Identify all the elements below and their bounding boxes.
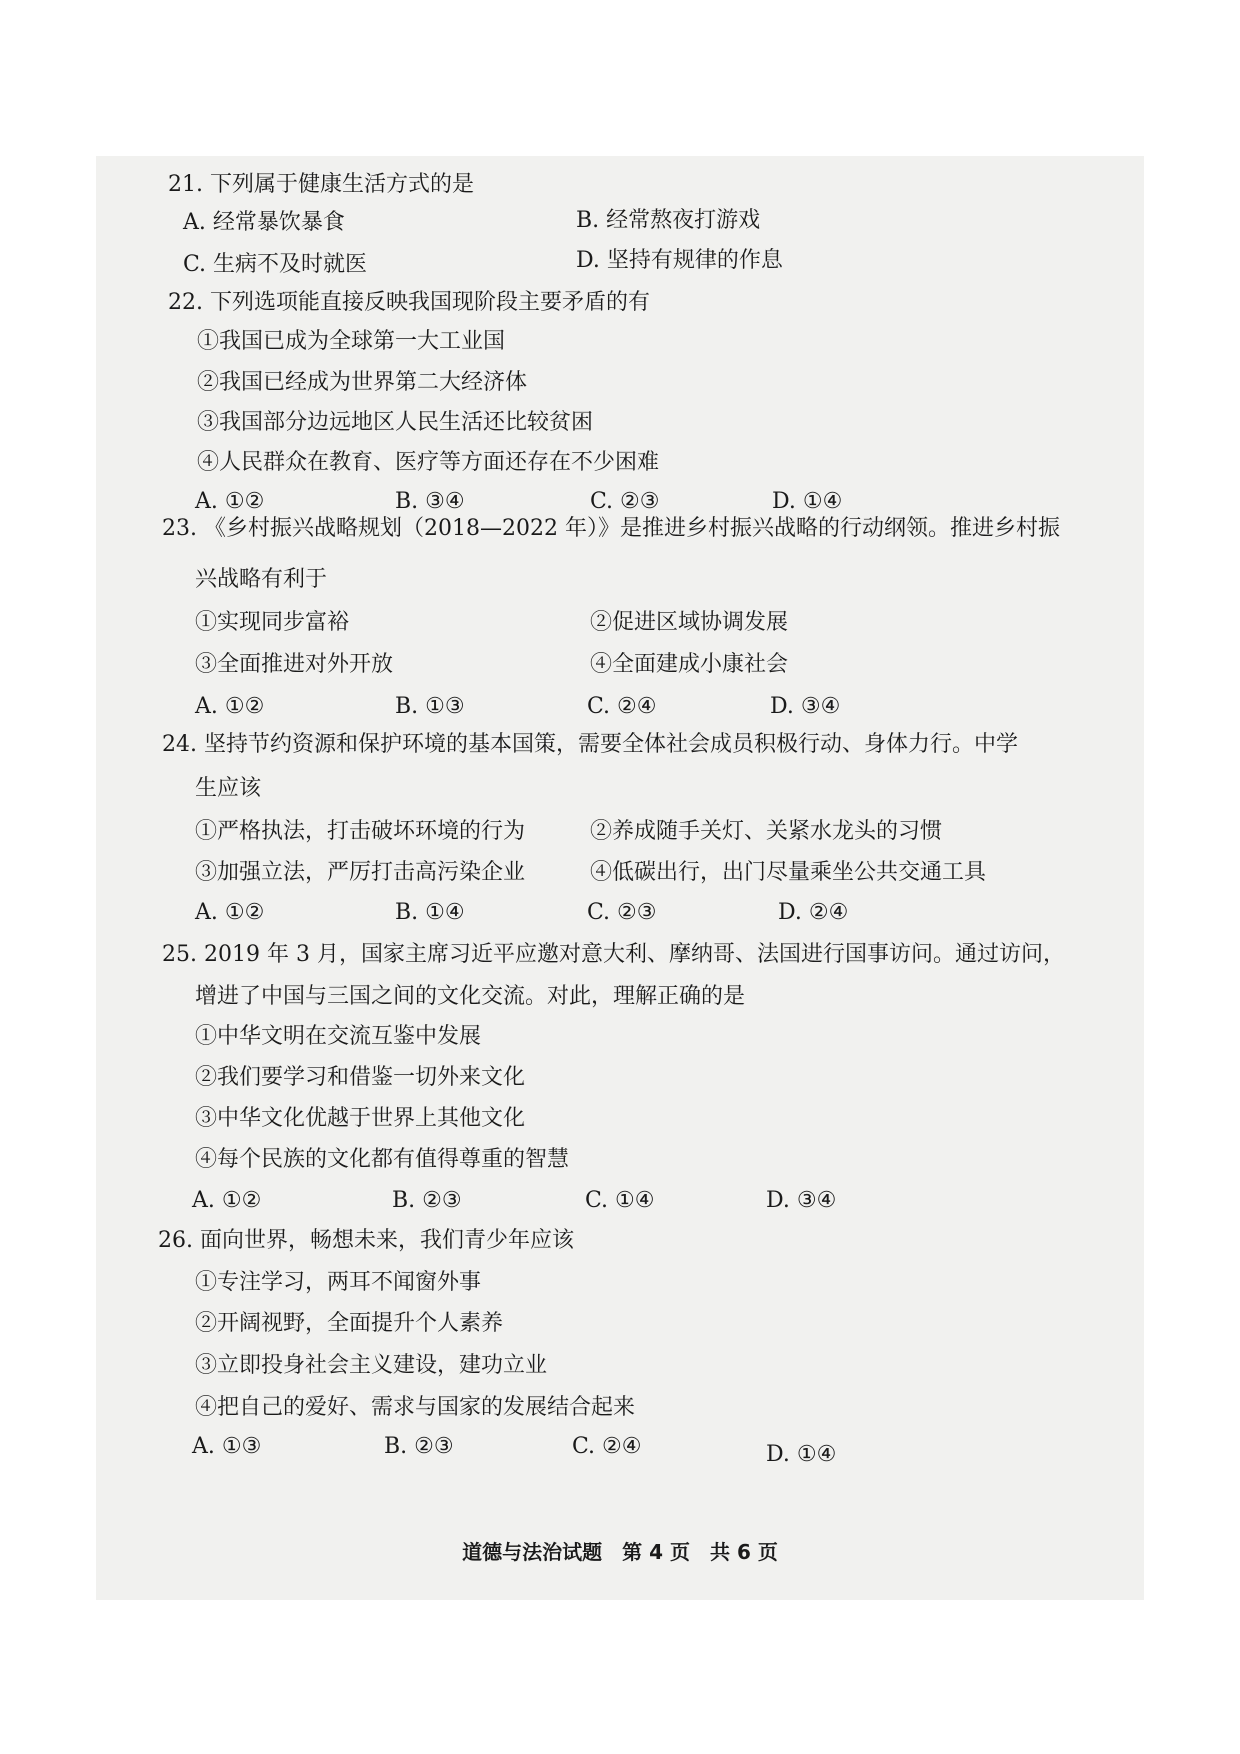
statement-1: ①实现同步富裕: [195, 610, 350, 635]
option-b: B. ③④: [395, 489, 465, 514]
question-stem-line-2: 兴战略有利于: [195, 567, 328, 592]
option-a: A. ①②: [195, 900, 265, 925]
statement-3: ③加强立法，严厉打击高污染企业: [195, 860, 526, 885]
statement-2: ②开阔视野，全面提升个人素养: [195, 1311, 504, 1336]
statement-4: ④人民群众在教育、医疗等方面还存在不少困难: [197, 450, 660, 475]
option-a: A. ①②: [195, 694, 265, 719]
statement-1: ①专注学习，两耳不闻窗外事: [195, 1270, 482, 1295]
statement-3: ③我国部分边远地区人民生活还比较贫困: [197, 410, 594, 435]
statement-2: ②促进区域协调发展: [590, 610, 789, 635]
statement-3: ③立即投身社会主义建设，建功立业: [195, 1353, 548, 1378]
option-d: D. ②④: [778, 900, 849, 925]
statement-4: ④低碳出行，出门尽量乘坐公共交通工具: [590, 860, 987, 885]
question-stem: 22. 下列选项能直接反映我国现阶段主要矛盾的有: [168, 290, 650, 315]
option-c: C. ②③: [587, 900, 657, 925]
option-d: D. ①④: [772, 489, 843, 514]
statement-4: ④每个民族的文化都有值得尊重的智慧: [195, 1147, 570, 1172]
question-stem-line-1: 23. 《乡村振兴战略规划（2018—2022 年）》是推进乡村振兴战略的行动纲领。推进乡村振: [162, 516, 1060, 541]
statement-4: ④把自己的爱好、需求与国家的发展结合起来: [195, 1395, 636, 1420]
option-d: D. ①④: [766, 1442, 837, 1467]
option-a: A. ①③: [192, 1434, 262, 1459]
option-b: B. ①④: [395, 900, 465, 925]
question-stem-line-1: 24. 坚持节约资源和保护环境的基本国策，需要全体社会成员积极行动、身体力行。中学: [162, 732, 1018, 757]
question-stem: 21. 下列属于健康生活方式的是: [168, 172, 474, 197]
option-b: B. ②③: [392, 1188, 462, 1213]
page-footer: 道德与法治试题 第 4 页 共 6 页: [462, 1540, 778, 1564]
option-a: A. 经常暴饮暴食: [183, 210, 345, 235]
option-c: C. ②④: [572, 1434, 642, 1459]
statement-1: ①我国已成为全球第一大工业国: [197, 329, 506, 354]
question-stem: 26. 面向世界，畅想未来，我们青少年应该: [158, 1228, 574, 1253]
option-b: B. 经常熬夜打游戏: [576, 208, 761, 233]
statement-2: ②养成随手关灯、关紧水龙头的习惯: [590, 819, 943, 844]
option-b: B. ①③: [395, 694, 465, 719]
statement-2: ②我们要学习和借鉴一切外来文化: [195, 1065, 526, 1090]
statement-4: ④全面建成小康社会: [590, 652, 789, 677]
question-stem-line-2: 生应该: [195, 776, 262, 801]
option-c: C. ②④: [587, 694, 657, 719]
statement-3: ③全面推进对外开放: [195, 652, 394, 677]
statement-3: ③中华文化优越于世界上其他文化: [195, 1106, 526, 1131]
option-c: C. 生病不及时就医: [183, 252, 368, 277]
question-stem-line-1: 25. 2019 年 3 月，国家主席习近平应邀对意大利、摩纳哥、法国进行国事访问。通过访问，: [162, 942, 1065, 967]
statement-1: ①中华文明在交流互鉴中发展: [195, 1024, 482, 1049]
option-d: D. 坚持有规律的作息: [576, 248, 783, 273]
option-c: C. ②③: [590, 489, 660, 514]
statement-1: ①严格执法，打击破坏环境的行为: [195, 819, 526, 844]
option-d: D. ③④: [766, 1188, 837, 1213]
option-a: A. ①②: [195, 489, 265, 514]
option-a: A. ①②: [192, 1188, 262, 1213]
option-b: B. ②③: [384, 1434, 454, 1459]
option-c: C. ①④: [585, 1188, 655, 1213]
question-stem-line-2: 增进了中国与三国之间的文化交流。对此，理解正确的是: [195, 984, 746, 1009]
statement-2: ②我国已经成为世界第二大经济体: [197, 370, 528, 395]
option-d: D. ③④: [770, 694, 841, 719]
